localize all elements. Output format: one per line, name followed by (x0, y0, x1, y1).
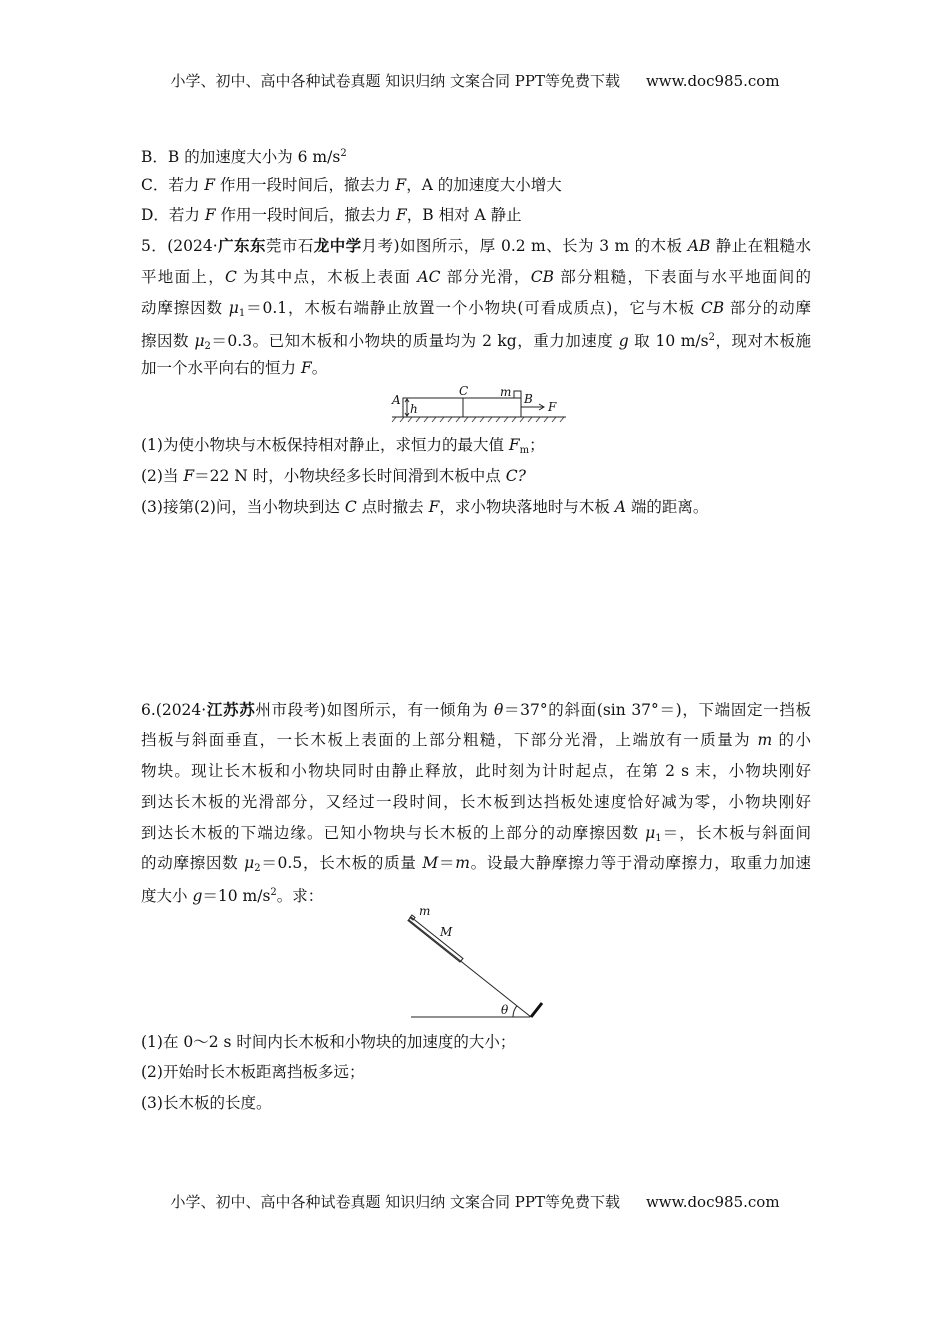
q5-sub-3: (3)接第(2)问，当小物块到达 C 点时撤去 F，求小物块落地时与木板 A 端的距离。 (141, 498, 709, 516)
label-h: h (410, 402, 418, 416)
q5-line-4: 擦因数 $\mu_2=0.3$。已知木板和小物块的质量均为 2 kg，重力加速度 g 取 10 $m/s^2$，现对木板施 (141, 332, 811, 352)
label-big-m: M (440, 925, 453, 939)
stopper-plate (531, 1003, 542, 1017)
long-board (408, 917, 463, 962)
option-b: B．B 的加速度大小为 6 $m/s^2$ (141, 148, 347, 166)
label-b: B (524, 392, 533, 406)
q5-sub-1: (1)为使小物块与木板保持相对静止，求恒力的最大值 $F_m$； (141, 436, 545, 456)
footer-url: www.doc985.com (645, 1193, 780, 1211)
q6-line-4: 到达长木板的光滑部分，又经过一段时间，长木板到达挡板处速度恰好减为零，小物块刚好 (141, 793, 811, 811)
page-header (0, 70, 950, 91)
q6-line-2: 挡板与斜面垂直，一长木板上表面的上部分粗糙，下部分光滑，上端放有一质量为 m 的小 (141, 731, 811, 749)
q6-line-1: 6.(2024·江苏苏州市段考)如图所示，有一倾角为 θ＝37°的斜面(sin 37°＝)，下端固定一挡板 (141, 700, 811, 719)
q6-line-3: 物块。现让长木板和小物块同时由静止释放，此时刻为计时起点，在第 2 s 末，小物块刚好 (141, 762, 811, 780)
q5-line-5: 加一个水平向右的恒力 F。 (141, 359, 328, 377)
page-footer (0, 1191, 950, 1212)
angle-arc (513, 1006, 517, 1017)
q5-figure (388, 384, 568, 424)
q6-sub-3: (3)长木板的长度。 (141, 1094, 272, 1112)
label-f: F (548, 400, 557, 414)
header-url: www.doc985.com (645, 72, 780, 90)
option-c: C．若力 F 作用一段时间后，撤去力 F，A 的加速度大小增大 (141, 176, 562, 194)
q5-sub-2: (2)当 F＝22 N 时，小物块经多长时间滑到木板中点 C? (141, 467, 526, 485)
q6-line-7: 度大小 g＝10 $m/s^2$。求： (141, 887, 324, 905)
q6-figure (405, 903, 550, 1025)
label-c: C (459, 384, 469, 398)
q5-line-1: 5．(2024·广东东莞市石龙中学月考)如图所示，厚 0.2 m、长为 3 m 的木板 AB 静止在粗糙水 (141, 236, 811, 255)
q6-sub-2: (2)开始时长木板距离挡板多远； (141, 1063, 365, 1081)
footer-text: 小学、初中、高中各种试卷真题 知识归纳 文案合同 PPT等免费下载 (170, 1193, 620, 1211)
q6-line-5: 到达长木板的下端边缘。已知小物块与长木板的上部分的动摩擦因数 $\mu_1=$，长木板与斜面间 (141, 824, 811, 844)
q5-line-2: 平地面上，C 为其中点，木板上表面 AC 部分光滑，CB 部分粗糙，下表面与水平地面间的 (141, 268, 811, 286)
q6-line-6: 的动摩擦因数 $\mu_2=0.5$，长木板的质量 M＝m。设最大静摩擦力等于滑动摩擦力，取重力加速 (141, 854, 811, 874)
q6-sub-1: (1)在 0～2 s 时间内长木板和小物块的加速度的大小； (141, 1033, 516, 1051)
incline-line (409, 920, 531, 1017)
label-m: m (500, 385, 512, 399)
header-text: 小学、初中、高中各种试卷真题 知识归纳 文案合同 PPT等免费下载 (170, 72, 620, 90)
option-d: D．若力 F 作用一段时间后，撤去力 F，B 相对 A 静止 (141, 206, 522, 224)
wooden-board (403, 398, 521, 417)
label-theta: θ (501, 1003, 509, 1017)
label-m: m (419, 904, 431, 918)
small-block (514, 391, 521, 398)
q5-line-3: 动摩擦因数 $\mu_1=0.1$，木板右端静止放置一个小物块(可看成质点)，它与木板 CB 部分的动摩 (141, 299, 811, 319)
label-a: A (392, 393, 401, 407)
ground-hatch (392, 417, 564, 422)
